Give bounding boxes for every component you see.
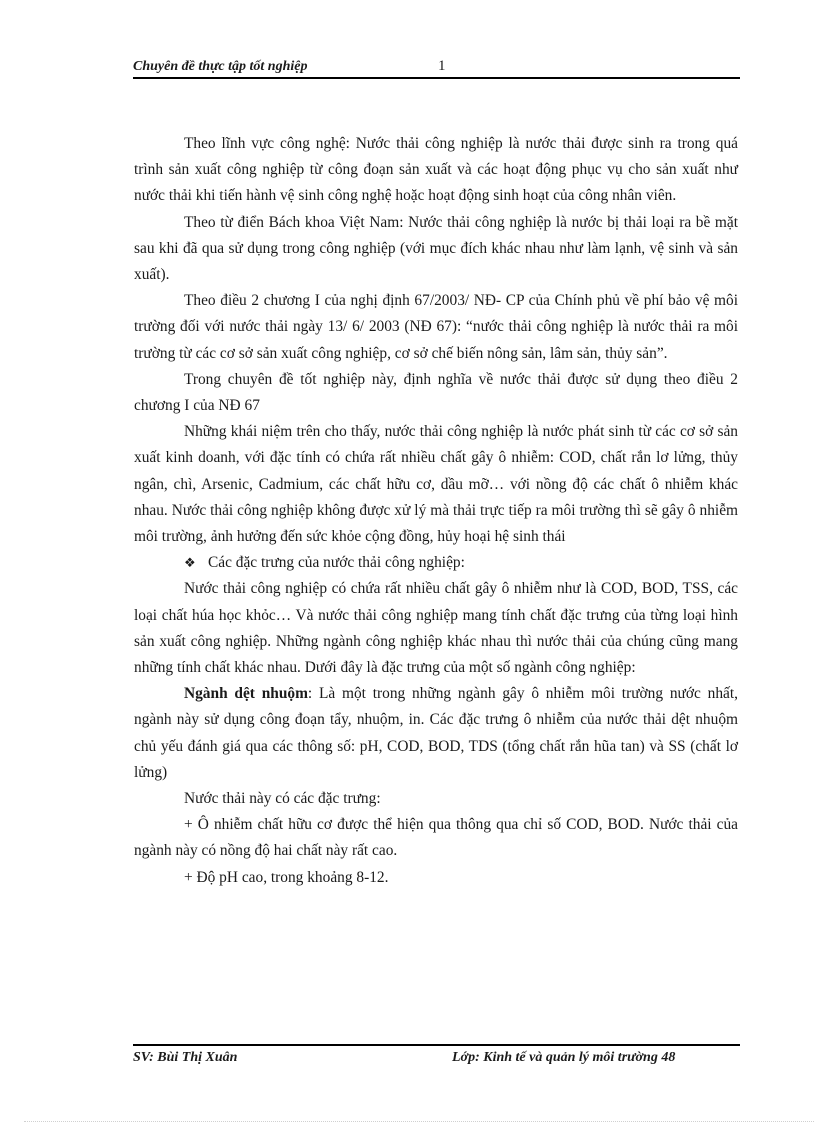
paragraph: Theo từ điển Bách khoa Việt Nam: Nước thải công nghiệp là nước bị thải loại ra bề mặt sau khi đã qua sử dụng trong công nghiệp (với mục đích khác nhau như làm lạnh, vệ sinh và sản xuất).: [134, 213, 738, 284]
footer-student: SV: Bùi Thị Xuân: [133, 1050, 238, 1065]
bullet-item: [134, 550, 738, 576]
page-bottom-edge: [24, 1121, 814, 1122]
paragraph: + Ô nhiễm chất hữu cơ được thể hiện qua thông qua chỉ số COD, BOD. Nước thải của ngành này có nồng độ hai chất này rất cao.: [134, 816, 738, 860]
header-divider: [133, 77, 740, 79]
paragraph: Nước thải này có các đặc trưng:: [184, 790, 381, 808]
textile-text: : Là một trong những ngành gây ô nhiễm môi trường nước nhất, ngành này sử dụng công đoạn tẩy, nhuộm, in. Các đặc trưng ô nhiễm của nước thải dệt nhuộm chủ yếu đánh giá qua các thông số: pH, COD, BOD, TDS (tổng chất rắn hũa tan) và SS (chất lơ lửng): [134, 685, 738, 781]
page-header: [133, 57, 740, 77]
diamond-bullet-icon: ❖: [184, 555, 196, 571]
paragraph: + Độ pH cao, trong khoảng 8-12.: [184, 868, 389, 886]
page-number: 1: [438, 58, 446, 74]
bullet-text: Các đặc trưng của nước thải công nghiệp:: [208, 554, 465, 572]
footer-divider: [133, 1044, 740, 1046]
textile-heading: Ngành dệt nhuộm: [184, 685, 308, 703]
paragraph: Nước thải công nghiệp có chứa rất nhiều chất gây ô nhiễm như là COD, BOD, TSS, các loại chất húa học khỏc… Và nước thải công nghiệp mang tính chất đặc trưng của từng loại hình sản xuất công nghiệp. Những ngành công nghiệp khác nhau thì nước thải của chúng cũng mang những tính chất khác nhau. Dưới đây là đặc trưng của một số ngành công nghiệp:: [134, 580, 738, 677]
paragraph: Theo lĩnh vực công nghệ: Nước thải công nghiệp là nước thải được sinh ra trong quá trình sản xuất công nghiệp từ công đoạn sản xuất và các hoạt động phục vụ cho sản xuất như nước thải khi tiến hành vệ sinh công nghệ hoặc hoạt động sinh hoạt của công nhân viên.: [134, 135, 738, 205]
paragraph: Theo điều 2 chương I của nghị định 67/2003/ NĐ- CP của Chính phủ về phí bảo vệ môi trường đối với nước thải ngày 13/ 6/ 2003 (NĐ 67): “nước thải công nghiệp là nước thải ra môi trường từ các cơ sở sản xuất công nghiệp, cơ sở chế biến nông sản, lâm sản, thủy sản”.: [134, 292, 738, 362]
document-body: [134, 131, 738, 891]
paragraph-textile: [134, 681, 738, 786]
paragraph: Trong chuyên đề tốt nghiệp này, định nghĩa về nước thải được sử dụng theo điều 2 chương I của NĐ 67: [134, 370, 738, 415]
paragraph: Những khái niệm trên cho thấy, nước thải công nghiệp là nước phát sinh từ các cơ sở sản xuất kinh doanh, với đặc tính có chứa rất nhiều chất gây ô nhiễm: COD, chất rắn lơ lửng, thủy ngân, chì, Arsenic, Cadmium, các chất hữu cơ, dầu mỡ… với nồng độ các chất ô nhiễm khác nhau. Nước thải công nghiệp không được xử lý mà thải trực tiếp ra môi trường thì sẽ gây ô nhiễm môi trường, ảnh hưởng đến sức khỏe cộng đồng, hủy hoại hệ sinh thái: [134, 423, 738, 546]
header-title: Chuyên đề thực tập tốt nghiệp: [133, 59, 308, 74]
footer-class: Lớp: Kinh tế và quản lý môi trường 48: [452, 1050, 676, 1065]
